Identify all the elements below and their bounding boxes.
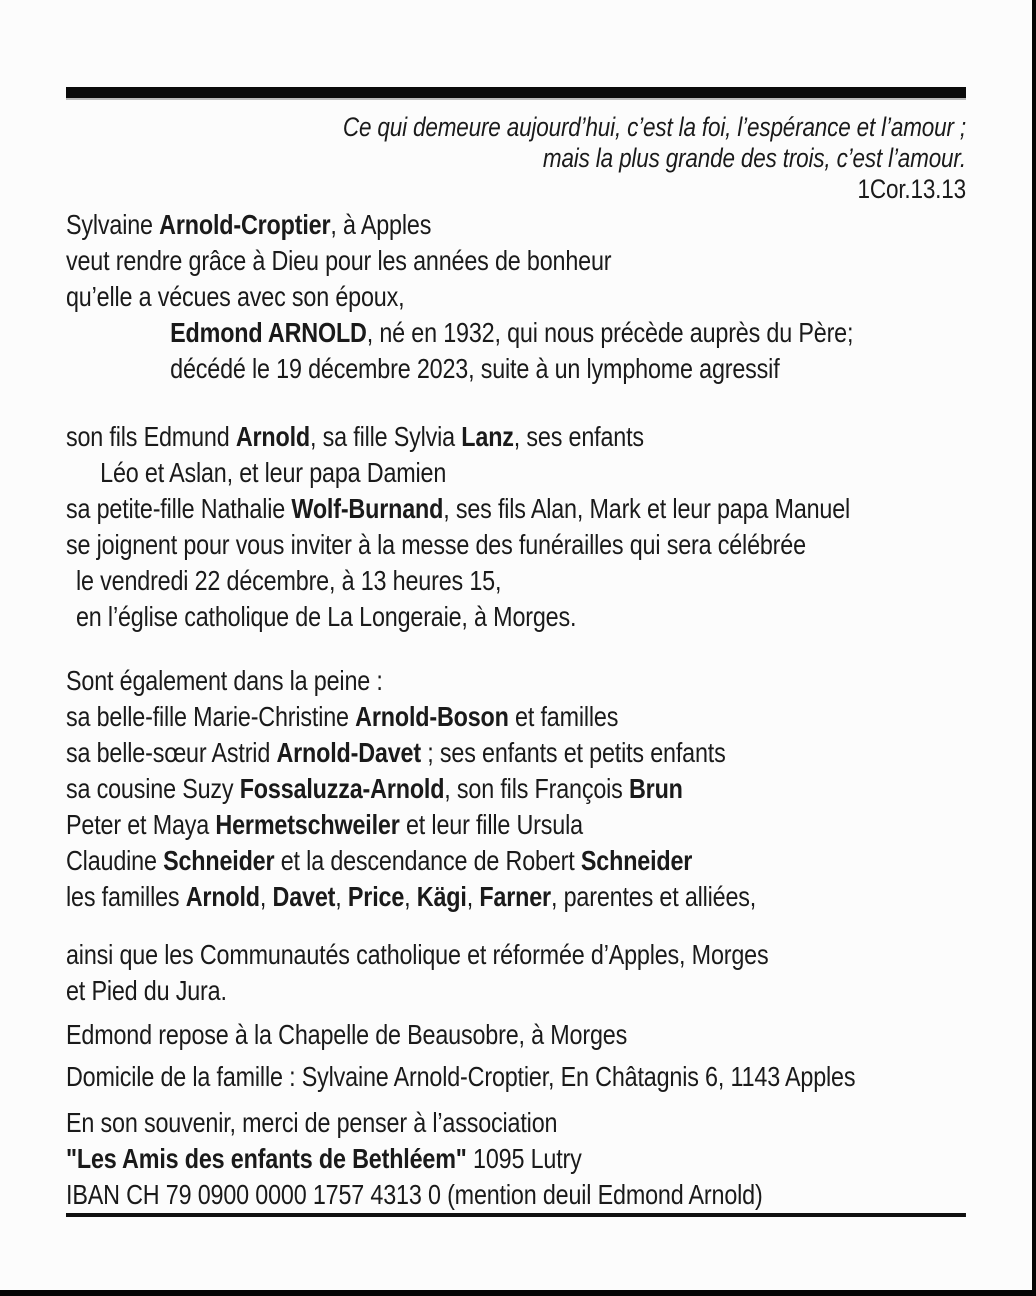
text-line [66,735,966,771]
text-line [66,455,966,491]
paragraph-communities [66,937,966,1009]
text-segment: décédé le 19 décembre 2023, suite à un lymphome agressif [170,353,780,384]
text-segment: en l’église catholique de La Longeraie, à Morges. [75,601,577,632]
text-segment-bold: Arnold-Boson [355,701,509,732]
text-segment: Léo et Aslan, et leur papa Damien [100,457,447,488]
text-segment: En son souvenir, merci de penser à l’association [66,1107,558,1138]
paragraph-mourners [66,663,966,915]
paragraph-family-invitation [66,419,966,635]
scan-edge-bottom [0,1290,1036,1296]
text-segment-bold: Arnold-Croptier [159,209,331,240]
text-line [66,1017,966,1053]
text-line [66,879,966,915]
text-segment: sa cousine Suzy [66,773,240,804]
text-line [66,563,966,599]
text-segment: qu’elle a vécues avec son époux, [66,281,405,312]
text-segment: , son fils François [444,773,629,804]
text-line [66,807,966,843]
text-segment-bold: Farner [479,881,551,912]
text-segment: le vendredi 22 décembre, à 13 heures 15, [75,565,502,596]
text-segment: et Pied du Jura. [66,975,227,1006]
paragraph-announcement [66,207,966,387]
text-line [66,351,966,387]
text-line [66,1141,966,1177]
text-line [66,1059,966,1095]
text-line [66,843,966,879]
text-line [66,419,966,455]
text-line [66,527,966,563]
text-segment: , [404,881,417,912]
text-segment: Sylvaine [66,209,160,240]
text-line [66,243,966,279]
document-blocks [66,207,966,1213]
text-segment-bold: Davet [272,881,336,912]
text-segment: , né en 1932, qui nous précède auprès du Père; [366,317,854,348]
text-line [66,599,966,635]
text-segment-bold: Arnold-Davet [276,737,421,768]
text-line [66,1105,966,1141]
text-line [66,1177,966,1213]
text-segment: et familles [508,701,619,732]
paragraph-domicile [66,1059,966,1095]
text-segment: ainsi que les Communautés catholique et réformée d’Apples, Morges [66,939,769,970]
text-segment: ; ses enfants et petits enfants [420,737,726,768]
text-segment-bold: Arnold [185,881,260,912]
text-segment: , [466,881,480,912]
text-line [66,663,966,699]
text-segment-bold: Price [347,881,405,912]
text-segment: , à Apples [330,209,432,240]
text-segment-bold: Edmond ARNOLD [170,317,367,348]
text-line [66,937,966,973]
top-rule [66,87,966,100]
epigraph [66,112,966,205]
document-body [66,112,966,1217]
text-segment-bold: Brun [628,773,683,804]
epigraph-line-2: mais la plus grande des trois, c’est l’amour. [542,143,966,173]
text-segment: et la descendance de Robert [274,845,581,876]
text-segment: Peter et Maya [66,809,216,840]
text-segment: les familles [66,881,186,912]
text-segment: et leur fille Ursula [399,809,583,840]
bottom-rule [66,1213,966,1217]
text-segment: veut rendre grâce à Dieu pour les années de bonheur [66,245,612,276]
text-segment: , [259,881,273,912]
text-segment: , ses enfants [513,421,644,452]
text-segment-bold: "Les Amis des enfants de Bethléem" [66,1143,467,1174]
bible-reference: 1Cor.13.13 [857,174,966,204]
text-segment: Sont également dans la peine : [66,665,383,696]
text-segment: sa petite-fille Nathalie [66,493,292,524]
text-segment-bold: Schneider [580,845,693,876]
scan-edge-right [1032,0,1036,1296]
paragraph-repose [66,1017,966,1053]
epigraph-line-1: Ce qui demeure aujourd’hui, c’est la foi, l’espérance et l’amour ; [342,112,966,142]
text-segment: sa belle-fille Marie-Christine [66,701,356,732]
text-segment: , ses fils Alan, Mark et leur papa Manuel [443,493,851,524]
text-line [66,279,966,315]
document-content [66,87,966,1217]
text-line [66,315,966,351]
paragraph-donations [66,1105,966,1213]
text-line [66,771,966,807]
text-segment-bold: Hermetschweiler [215,809,400,840]
text-segment-bold: Wolf-Burnand [291,493,444,524]
text-segment: Domicile de la famille : Sylvaine Arnold-Croptier, En Châtagnis 6, 1143 Apples [66,1061,856,1092]
text-segment-bold: Kägi [416,881,467,912]
text-segment: 1095 Lutry [466,1143,582,1174]
text-segment: , parentes et alliées, [550,881,757,912]
text-line [66,973,966,1009]
text-segment-bold: Lanz [461,421,514,452]
text-line [66,699,966,735]
text-segment: sa belle-sœur Astrid [66,737,277,768]
text-segment: , [335,881,348,912]
text-line [66,491,966,527]
text-segment: , sa fille Sylvia [310,421,462,452]
text-segment: Claudine [66,845,164,876]
text-segment-bold: Arnold [235,421,311,452]
text-segment-bold: Fossaluzza-Arnold [239,773,445,804]
text-line [66,207,966,243]
text-segment: se joignent pour vous inviter à la messe des funérailles qui sera célébrée [66,529,806,560]
text-segment: Edmond repose à la Chapelle de Beausobre, à Morges [66,1019,628,1050]
text-segment: IBAN CH 79 0900 0000 1757 4313 0 (mention deuil Edmond Arnold) [66,1179,763,1210]
text-segment-bold: Schneider [163,845,275,876]
text-segment: son fils Edmund [66,421,236,452]
